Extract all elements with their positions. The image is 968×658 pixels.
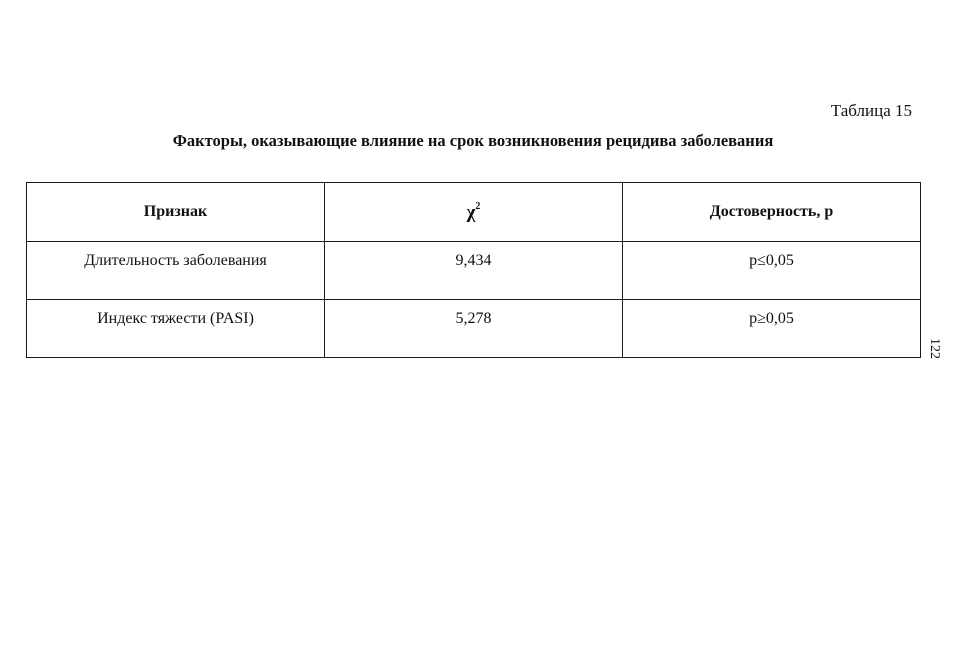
data-table — [26, 182, 921, 358]
cell-p: р≥0,05 — [623, 300, 921, 358]
header-significance: Достоверность, р — [623, 183, 921, 242]
header-row — [27, 183, 921, 242]
cell-feature: Длительность заболевания — [27, 242, 325, 300]
table-title: Факторы, оказывающие влияние на срок возникновения рецидива заболевания — [172, 131, 774, 150]
cell-chi: 5,278 — [325, 300, 623, 358]
cell-p: р≤0,05 — [623, 242, 921, 300]
header-chi-square — [325, 183, 623, 242]
table-row — [27, 300, 921, 358]
table-label: Таблица 15 — [830, 101, 912, 120]
page-number: 122 — [927, 338, 942, 359]
chi-symbol: $\chi^2$ — [466, 200, 481, 223]
cell-feature: Индекс тяжести (PASI) — [27, 300, 325, 358]
chi-superscript: 2 — [475, 200, 481, 212]
cell-chi: 9,434 — [325, 242, 623, 300]
table-row — [27, 242, 921, 300]
header-feature: Признак — [27, 183, 325, 242]
